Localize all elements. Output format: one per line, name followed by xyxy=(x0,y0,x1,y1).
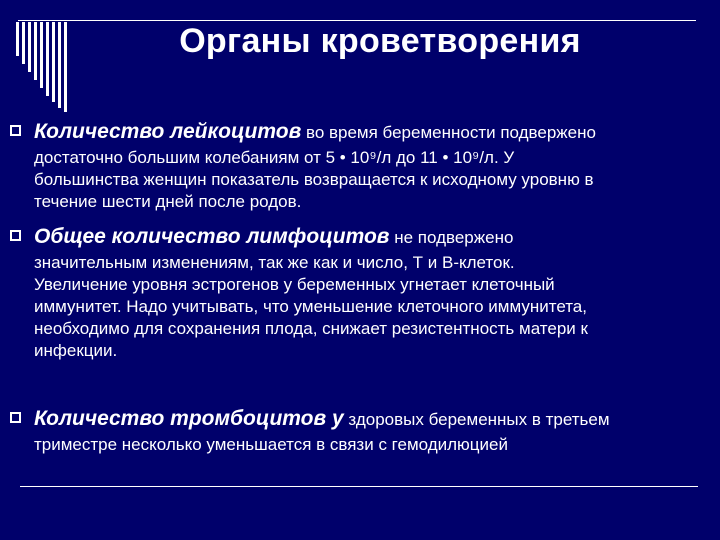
bullet-item-leukocytes xyxy=(10,121,710,213)
bullet-item-lymphocytes xyxy=(10,226,710,362)
bullet-text xyxy=(10,121,710,213)
bullet-line: иммунитет. Надо учитывать, что уменьшение клеточного иммунитета, xyxy=(34,297,587,316)
bullet-line: Увеличение уровня эстрогенов у беременных угнетает клеточный xyxy=(34,275,555,294)
vertical-bars-decoration-icon xyxy=(16,22,136,114)
bullet-item-platelets xyxy=(10,408,710,456)
bullet-text xyxy=(10,226,710,362)
bullet-lead: Количество лейкоцитов xyxy=(34,120,302,143)
bullet-line: большинства женщин показатель возвращается к исходному уровню в xyxy=(34,170,594,189)
hollow-square-bullet-icon xyxy=(10,230,21,241)
bullet-line: инфекции. xyxy=(34,341,118,360)
hollow-square-bullet-icon xyxy=(10,125,21,136)
hollow-square-bullet-icon xyxy=(10,412,21,423)
bottom-divider xyxy=(20,486,698,487)
bullet-lead: Количество тромбоцитов у xyxy=(34,407,344,430)
bullet-lead: Общее количество лимфоцитов xyxy=(34,225,390,248)
bullet-line: значительным изменениям, так же как и число, Т и В-клеток. xyxy=(34,253,515,272)
bullet-line: достаточно большим колебаниям от 5 • 10⁹/л до 11 • 10⁹/л. У xyxy=(34,148,515,167)
slide-title: Органы кроветворения xyxy=(179,22,581,60)
bullet-line: течение шести дней после родов. xyxy=(34,192,302,211)
bullet-text xyxy=(10,408,710,456)
bullet-line: триместре несколько уменьшается в связи с гемодилюцией xyxy=(34,435,508,454)
bullet-first-line: не подвержено xyxy=(389,228,514,247)
top-divider xyxy=(18,20,696,21)
bullet-first-line: во время беременности подвержено xyxy=(301,123,596,142)
bullet-line: необходимо для сохранения плода, снижает резистентность матери к xyxy=(34,319,588,338)
bullet-first-line: здоровых беременных в третьем xyxy=(343,410,610,429)
